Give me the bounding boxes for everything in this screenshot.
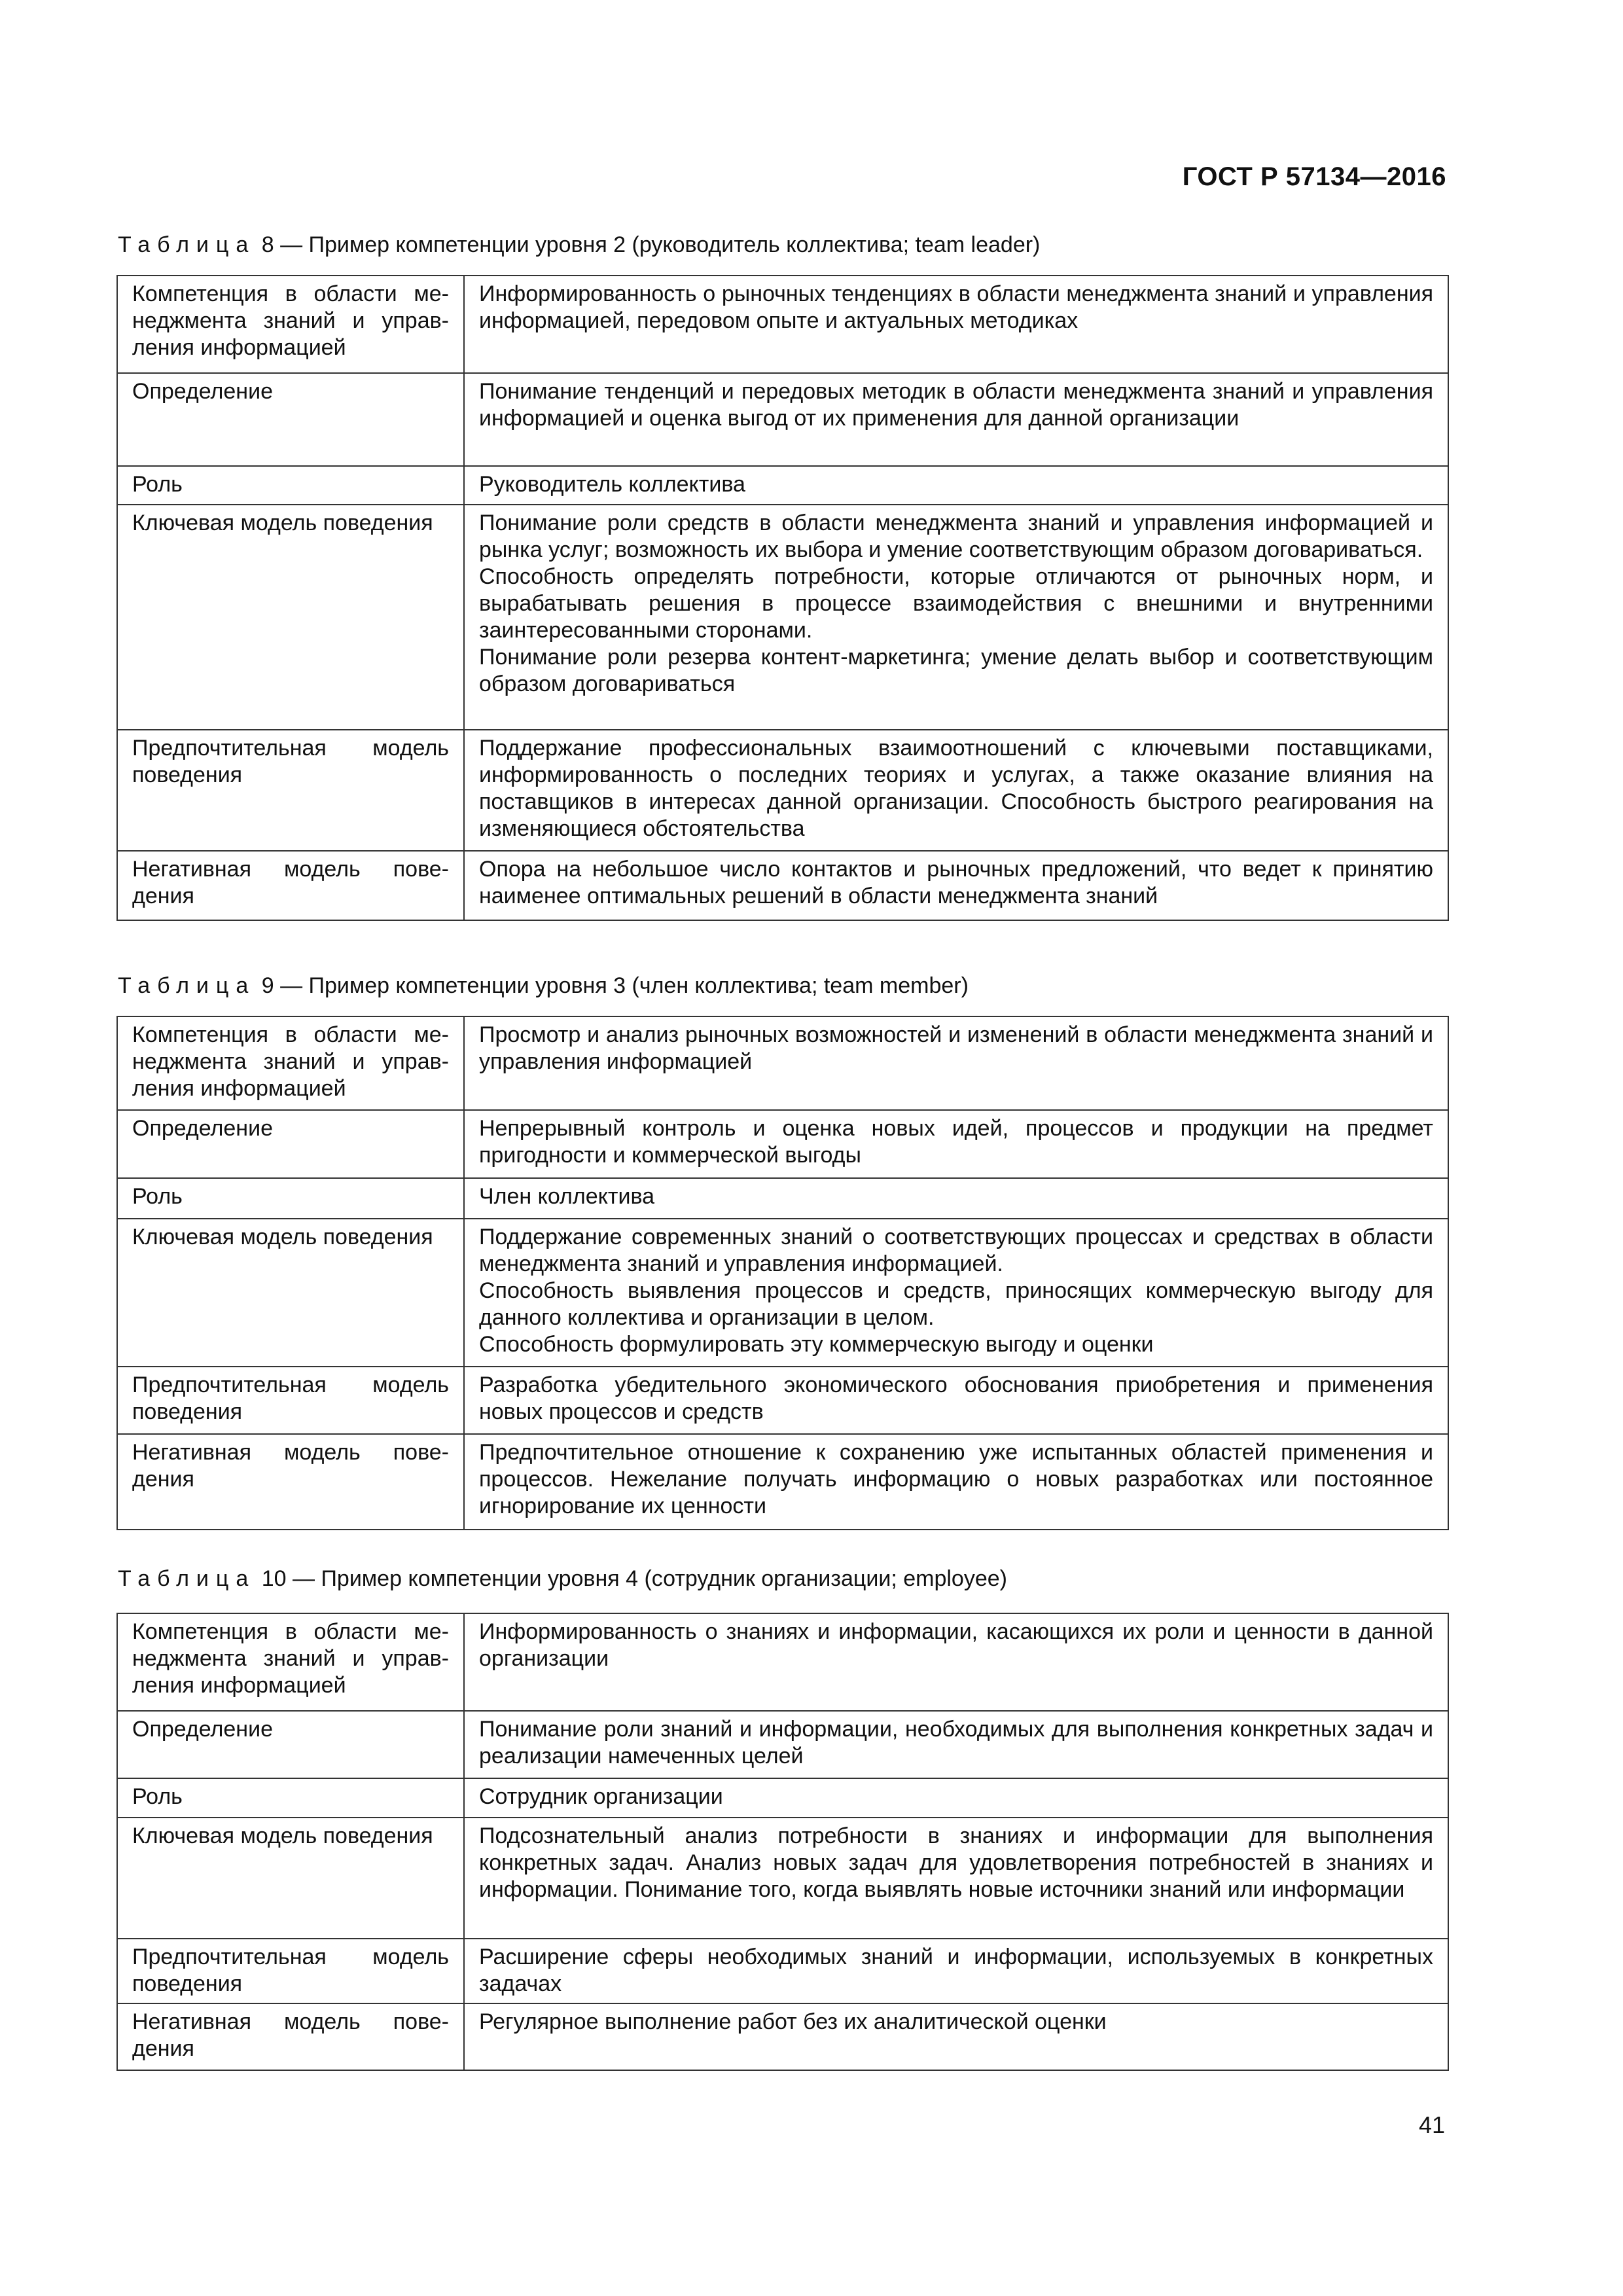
table-row-label: Негативная модель поведения: [117, 2003, 464, 2070]
table-row-value: Понимание роли знаний и информации, необходимых для выполнения конкретных задач и реализации намеченных целей: [464, 1711, 1448, 1778]
table-row-value: Поддержание современных знаний о соответствующих процессах и средствах в области менеджмента знаний и управления информацией. Способность выявления процессов и средств, приносящих коммерческую выгоду для данного коллектива и организации в целом. Способность формулировать эту коммерческую выгоду и оценки: [464, 1219, 1448, 1367]
table-10-row-key-behaviour: [117, 1818, 1448, 1939]
table-10-row-competence: [117, 1613, 1448, 1711]
table-row-value: Непрерывный контроль и оценка новых идей, процессов и продукции на предмет пригодности и коммерческой выгоды: [464, 1110, 1448, 1178]
table-row-label: Предпочтительная модель поведения: [117, 730, 464, 851]
table-9-caption-text: 9 — Пример компетенции уровня 3 (член коллектива; team member): [255, 973, 969, 998]
table-row-value: Поддержание профессиональных взаимоотношений с ключевыми поставщиками, информированность о последних теориях и услугах, а также оказание влияния на поставщиков в интересах данной организации. Способность быстрого реагирования на изменяющиеся обстоятельства: [464, 730, 1448, 851]
table-row-label: Ключевая модель поведения: [117, 1219, 464, 1367]
table-row-label: Ключевая модель поведения: [117, 1818, 464, 1939]
table-row-label: Компетенция в области менеджмента знаний и управления информацией: [117, 1016, 464, 1110]
table-row-value: Разработка убедительного экономического обоснования приобретения и применения новых процессов и средств: [464, 1367, 1448, 1434]
table-row-label: Негативная модель поведения: [117, 1434, 464, 1530]
table-10-caption: [118, 1564, 1007, 1593]
table-row-label: Роль: [117, 1178, 464, 1219]
table-row-label: Ключевая модель поведения: [117, 505, 464, 730]
table-8: [116, 275, 1449, 921]
table-row-label: Определение: [117, 1110, 464, 1178]
page-number: 41: [1418, 2111, 1445, 2138]
table-row-value: Понимание тенденций и передовых методик в области менеджмента знаний и управления информацией и оценка выгод от их применения для данной организации: [464, 373, 1448, 466]
table-row-label: Предпочтительная модель поведения: [117, 1939, 464, 2003]
table-row-value: Расширение сферы необходимых знаний и информации, используемых в конкретных задачах: [464, 1939, 1448, 2003]
table-row-value: Информированность о знаниях и информации, касающихся их роли и ценности в данной организации: [464, 1613, 1448, 1711]
table-10-row-role: [117, 1778, 1448, 1818]
table-9: [116, 1016, 1449, 1530]
table-row-value: Регулярное выполнение работ без их аналитической оценки: [464, 2003, 1448, 2070]
table-row-value: Просмотр и анализ рыночных возможностей и изменений в области менеджмента знаний и управления информацией: [464, 1016, 1448, 1110]
table-8-row-key-behaviour: [117, 505, 1448, 730]
table-10-caption-word: Таблица: [118, 1566, 256, 1591]
table-row-label: Предпочтительная модель поведения: [117, 1367, 464, 1434]
table-row-label: Компетенция в области менеджмента знаний и управления информацией: [117, 276, 464, 373]
table-10-row-preferred-behaviour: [117, 1939, 1448, 2003]
table-9-row-negative-behaviour: [117, 1434, 1448, 1530]
table-row-label: Роль: [117, 466, 464, 505]
table-8-caption-text: 8 — Пример компетенции уровня 2 (руководитель коллектива; team leader): [255, 232, 1041, 257]
table-row-value: Опора на небольшое число контактов и рыночных предложений, что ведет к принятию наименее оптимальных решений в области менеджмента знаний: [464, 851, 1448, 920]
table-row-value: Предпочтительное отношение к сохранению уже испытанных областей применения и процессов. Нежелание получать информацию о новых разработках или постоянное игнорирование их ценности: [464, 1434, 1448, 1530]
table-10-row-negative-behaviour: [117, 2003, 1448, 2070]
table-9-row-competence: [117, 1016, 1448, 1110]
table-8-row-preferred-behaviour: [117, 730, 1448, 851]
table-8-row-negative-behaviour: [117, 851, 1448, 920]
table-row-value: Сотрудник организации: [464, 1778, 1448, 1818]
table-row-value: Подсознательный анализ потребности в знаниях и информации для выполнения конкретных задач. Анализ новых задач для удовлетворения потребностей в знаниях и информации. Понимание того, когда выявлять новые источники знаний или информации: [464, 1818, 1448, 1939]
table-9-caption: [118, 971, 969, 1000]
table-row-label: Компетенция в области менеджмента знаний и управления информацией: [117, 1613, 464, 1711]
table-row-value: Информированность о рыночных тенденциях в области менеджмента знаний и управления информацией, передовом опыте и актуальных методиках: [464, 276, 1448, 373]
table-row-label: Негативная модель поведения: [117, 851, 464, 920]
table-row-value: Член коллектива: [464, 1178, 1448, 1219]
table-row-label: Определение: [117, 1711, 464, 1778]
table-row-value: Понимание роли средств в области менеджмента знаний и управления информацией и рынка услуг; возможность их выбора и умение соответствующим образом договариваться. Способность определять потребности, которые отличаются от рыночных норм, и вырабатывать решения в процессе взаимодействия с внешними и внутренними заинтересованными сторонами. Понимание роли резерва контент-маркетинга; умение делать выбор и соответствующим образом договариваться: [464, 505, 1448, 730]
table-8-row-definition: [117, 373, 1448, 466]
table-10-row-definition: [117, 1711, 1448, 1778]
table-9-row-key-behaviour: [117, 1219, 1448, 1367]
document-code: ГОСТ Р 57134—2016: [1182, 162, 1446, 191]
table-8-row-competence: [117, 276, 1448, 373]
table-9-caption-word: Таблица: [118, 973, 256, 998]
table-row-value: Руководитель коллектива: [464, 466, 1448, 505]
table-row-label: Определение: [117, 373, 464, 466]
table-10: [116, 1613, 1449, 2071]
table-9-row-role: [117, 1178, 1448, 1219]
table-8-row-role: [117, 466, 1448, 505]
table-9-row-definition: [117, 1110, 1448, 1178]
table-8-caption-word: Таблица: [118, 232, 256, 257]
table-8-caption: [118, 230, 1040, 259]
table-row-label: Роль: [117, 1778, 464, 1818]
table-10-caption-text: 10 — Пример компетенции уровня 4 (сотрудник организации; employee): [255, 1566, 1007, 1591]
table-9-row-preferred-behaviour: [117, 1367, 1448, 1434]
